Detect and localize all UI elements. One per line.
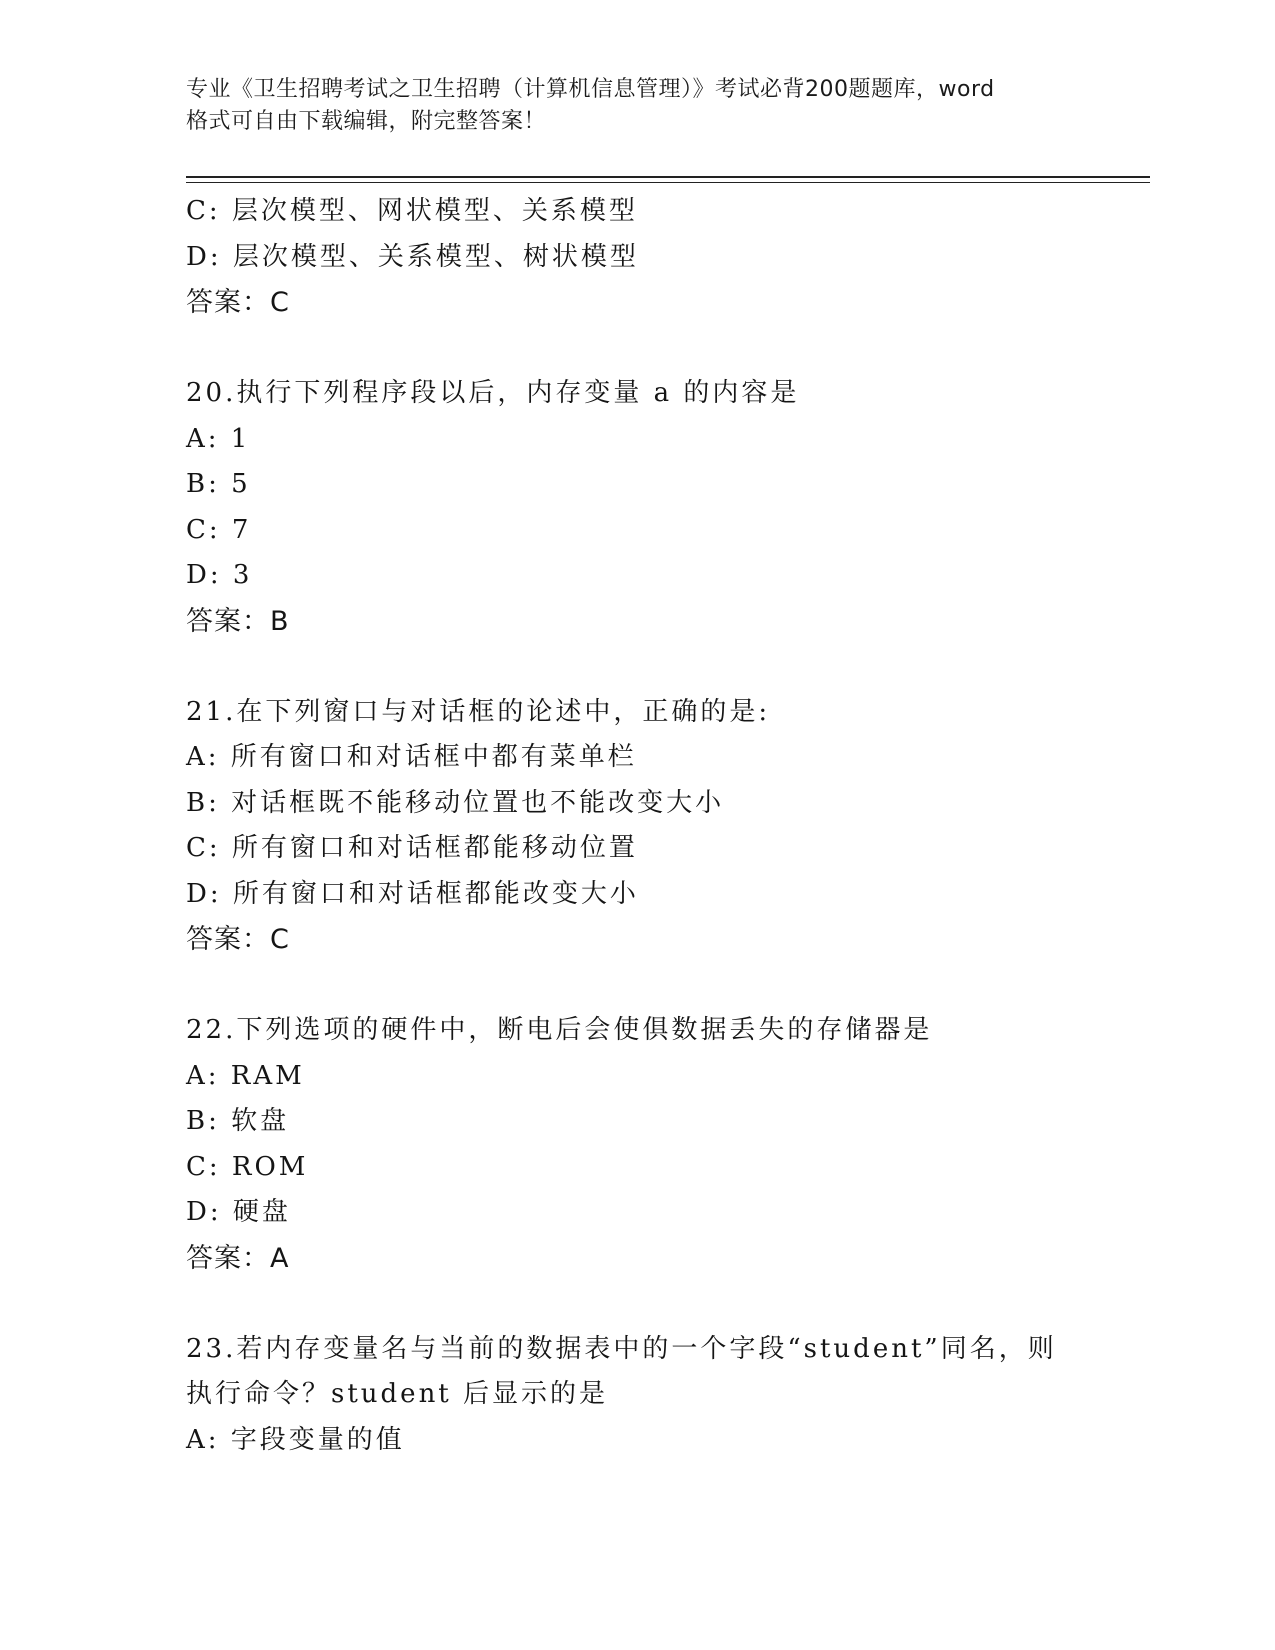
spacer [186,1281,1150,1327]
q19-answer: 答案：C [186,287,290,318]
spacer [186,644,1150,690]
question-22 [186,1008,1150,1281]
header-divider-thin [186,182,1150,183]
spacer [186,963,1150,1009]
question-20 [186,371,1150,644]
q20-stem: 20.执行下列程序段以后，内存变量 a 的内容是 [186,378,800,408]
header-divider-thick [186,176,1150,178]
q20-option-d: D: 3 [186,560,253,590]
q23-option-a: A: 字段变量的值 [186,1424,405,1455]
q20-option-c: C: 7 [186,514,252,545]
q20-option-b: B: 5 [186,469,251,499]
q22-answer: 答案：A [186,1242,290,1274]
document-header [186,74,1086,138]
header-line-2: 格式可自由下载编辑，附完整答案！ [186,109,547,134]
q20-option-a: A: 1 [186,423,251,454]
question-21 [186,690,1150,963]
q22-option-b: B: 软盘 [186,1106,290,1136]
q19-option-d: D: 层次模型、关系模型、树状模型 [186,241,639,272]
spacer [186,326,1150,372]
header-line-1: 专业《卫生招聘考试之卫生招聘（计算机信息管理）》考试必背200题题库，word [186,77,995,102]
q22-option-d: D: 硬盘 [186,1197,291,1227]
q21-option-b: B: 对话框既不能移动位置也不能改变大小 [186,787,725,818]
q20-answer: 答案：B [186,605,290,637]
q21-option-d: D: 所有窗口和对话框都能改变大小 [186,878,639,909]
q22-option-c: C: ROM [186,1151,309,1182]
document-body [186,189,1150,1463]
q19-option-c: C: 层次模型、网状模型、关系模型 [186,196,638,226]
q22-option-a: A: RAM [186,1060,305,1091]
q21-option-c: C: 所有窗口和对话框都能移动位置 [186,833,638,863]
q22-stem: 22.下列选项的硬件中，断电后会使俱数据丢失的存储器是 [186,1015,933,1045]
q21-stem: 21.在下列窗口与对话框的论述中，正确的是: [186,696,771,727]
question-23 [186,1327,1150,1464]
q23-stem-line-2: 执行命令？student 后显示的是 [186,1379,609,1409]
q21-option-a: A: 所有窗口和对话框中都有菜单栏 [186,742,637,772]
q23-stem-line-1: 23.若内存变量名与当前的数据表中的一个字段“student”同名，则 [186,1333,1057,1364]
q21-answer: 答案：C [186,924,290,955]
